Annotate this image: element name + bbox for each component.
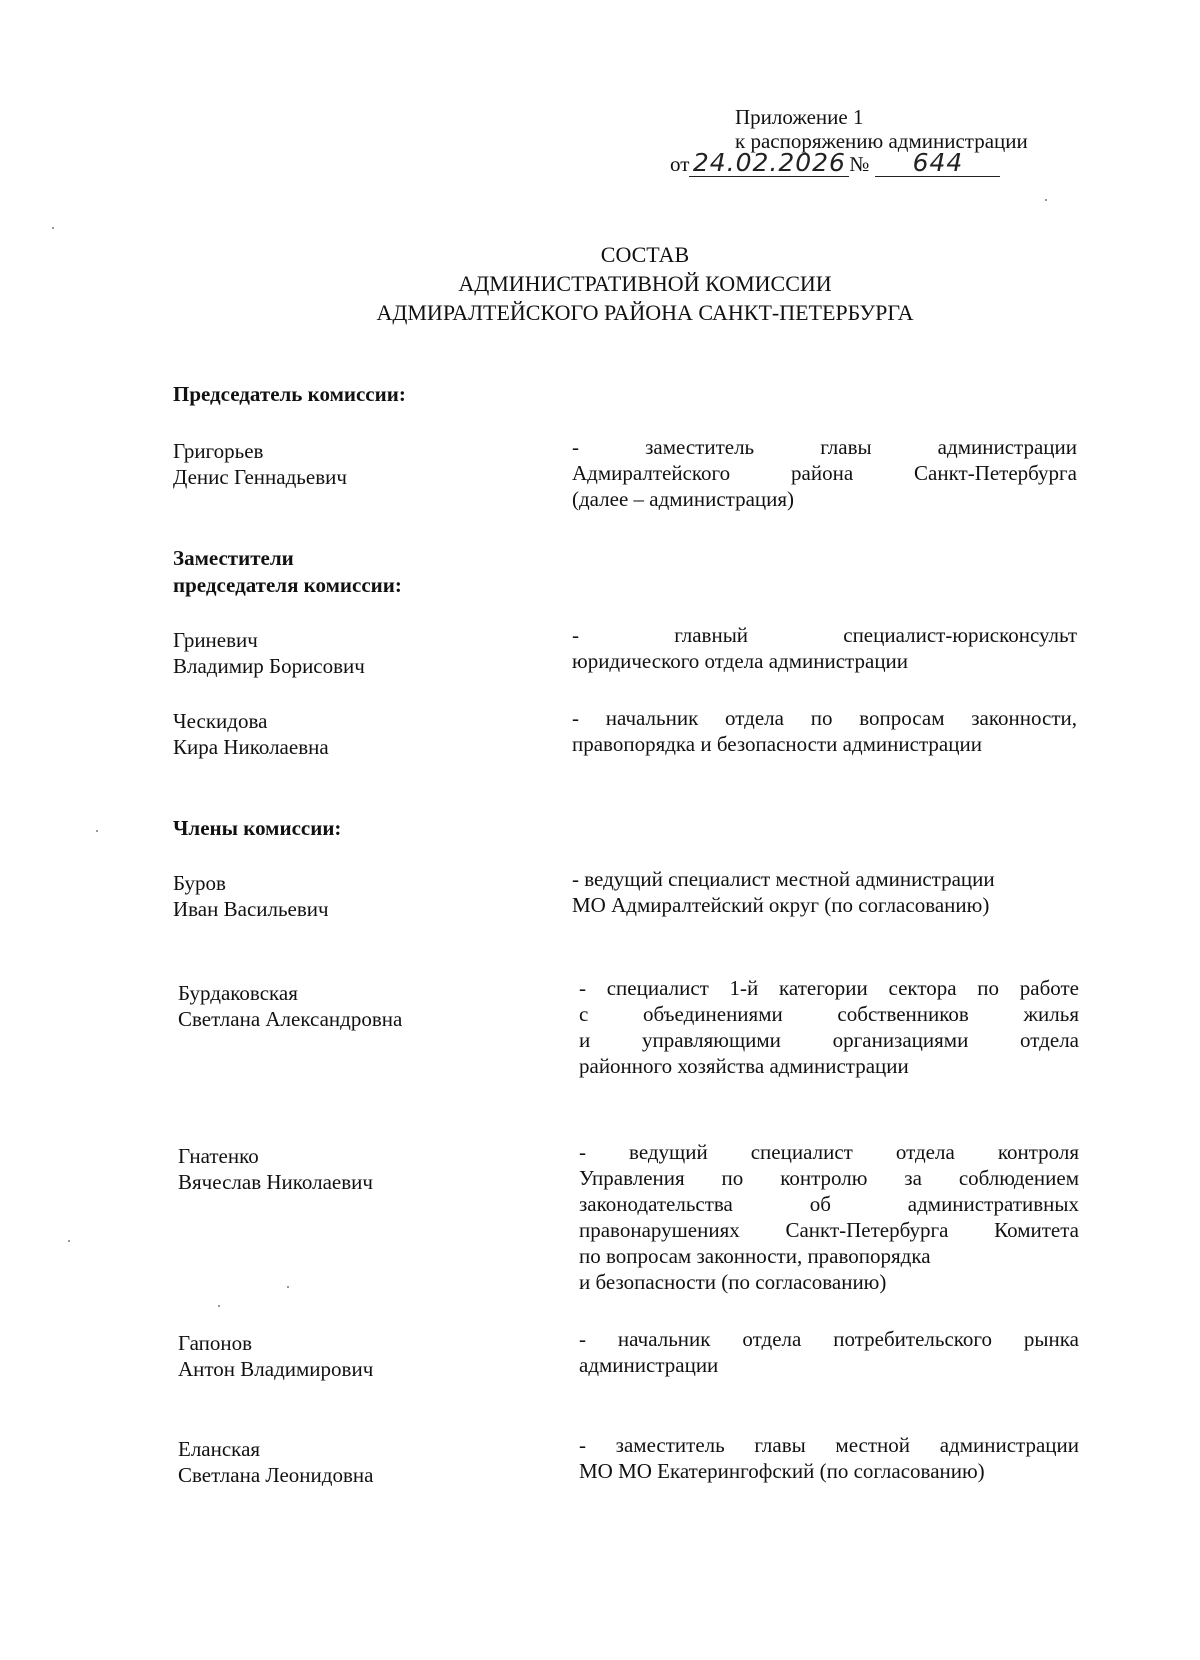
position-line: - начальник отдела потребительского рынка xyxy=(579,1327,1079,1351)
position-line: Адмиралтейского района Санкт-Петербурга xyxy=(572,461,1077,485)
scan-speck xyxy=(218,1305,220,1307)
position-line: - заместитель главы местной администрации xyxy=(579,1433,1079,1457)
position-line: МО Адмиралтейский округ (по согласованию) xyxy=(572,893,990,917)
position-line: МО МО Екатерингофский (по согласованию) xyxy=(579,1459,985,1483)
number-prefix: № xyxy=(849,152,870,176)
person-surname: Гриневич xyxy=(173,628,258,652)
scan-speck xyxy=(96,830,98,832)
person-name xyxy=(173,438,503,490)
position-line: и управляющими организациями отдела xyxy=(579,1028,1079,1052)
person-surname: Бурдаковская xyxy=(178,981,298,1005)
person-name xyxy=(173,627,503,679)
scan-speck xyxy=(1045,199,1047,201)
person-position xyxy=(579,1139,1079,1295)
person-surname: Буров xyxy=(173,871,226,895)
position-line: по вопросам законности, правопорядка xyxy=(579,1244,931,1268)
section-members: Члены комиссии: xyxy=(173,816,342,840)
person-surname: Еланская xyxy=(178,1437,261,1461)
person-given-names: Кира Николаевна xyxy=(173,735,329,759)
handwritten-number: 644 xyxy=(875,150,1000,177)
person-position xyxy=(579,1432,1079,1484)
person-name xyxy=(173,870,503,922)
person-given-names: Светлана Александровна xyxy=(178,1007,403,1031)
position-line: - ведущий специалист отдела контроля xyxy=(579,1140,1079,1164)
position-line: - ведущий специалист местной администрации xyxy=(572,867,995,891)
person-surname: Гапонов xyxy=(178,1331,253,1355)
person-position xyxy=(572,434,1077,512)
person-given-names: Светлана Леонидовна xyxy=(178,1463,374,1487)
person-surname: Гнатенко xyxy=(178,1144,259,1168)
scan-speck xyxy=(287,1286,289,1288)
position-line: - начальник отдела по вопросам законности, xyxy=(572,706,1077,730)
section-chairman: Председатель комиссии: xyxy=(173,382,406,406)
position-line: администрации xyxy=(579,1353,719,1377)
position-line: с объединениями собственников жилья xyxy=(579,1002,1079,1026)
position-line: юридического отдела администрации xyxy=(572,649,909,673)
position-line: правонарушениях Санкт-Петербурга Комитета xyxy=(579,1218,1079,1242)
position-line: - главный специалист-юрисконсульт xyxy=(572,623,1077,647)
position-line: (далее – администрация) xyxy=(572,487,795,511)
person-position xyxy=(572,866,1077,918)
person-name xyxy=(173,708,503,760)
person-name xyxy=(178,1143,508,1195)
position-line: районного хозяйства администрации xyxy=(579,1054,909,1078)
annex-date-number xyxy=(670,150,1135,177)
person-given-names: Вячеслав Николаевич xyxy=(178,1170,373,1194)
person-given-names: Денис Геннадьевич xyxy=(173,465,347,489)
position-line: - заместитель главы администрации xyxy=(572,435,1077,459)
person-name xyxy=(178,1330,508,1382)
person-position xyxy=(579,975,1079,1079)
person-name xyxy=(178,1436,508,1488)
title-line-3: АДМИРАЛТЕЙСКОГО РАЙОНА САНКТ-ПЕТЕРБУРГА xyxy=(376,300,914,325)
person-surname: Григорьев xyxy=(173,439,264,463)
section-deputies-line-2: председателя комиссии: xyxy=(173,573,402,597)
position-line: - специалист 1-й категории сектора по работе xyxy=(579,976,1079,1000)
document-title xyxy=(0,240,1200,327)
annex-reference: к распоряжению администрации xyxy=(735,129,1028,153)
person-name xyxy=(178,980,508,1032)
person-given-names: Иван Васильевич xyxy=(173,897,329,921)
person-given-names: Антон Владимирович xyxy=(178,1357,374,1381)
position-line: законодательства об административных xyxy=(579,1192,1079,1216)
person-position xyxy=(572,622,1077,674)
annex-title: Приложение 1 xyxy=(735,105,864,129)
person-given-names: Владимир Борисович xyxy=(173,654,365,678)
position-line: Управления по контролю за соблюдением xyxy=(579,1166,1079,1190)
handwritten-date: 24.02.2026 xyxy=(689,150,849,177)
annex-header xyxy=(670,104,1135,177)
scan-speck xyxy=(52,227,54,229)
section-deputies-line-1: Заместители xyxy=(173,546,294,570)
position-line: и безопасности (по согласованию) xyxy=(579,1270,887,1294)
section-deputies xyxy=(173,545,402,599)
title-line-1: СОСТАВ xyxy=(600,242,690,267)
person-position xyxy=(572,705,1077,757)
person-position xyxy=(579,1326,1079,1378)
title-line-2: АДМИНИСТРАТИВНОЙ КОМИССИИ xyxy=(458,271,832,296)
person-surname: Ческидова xyxy=(173,709,268,733)
scan-speck xyxy=(68,1240,70,1242)
position-line: правопорядка и безопасности администрации xyxy=(572,732,982,756)
date-prefix: от xyxy=(670,152,690,176)
